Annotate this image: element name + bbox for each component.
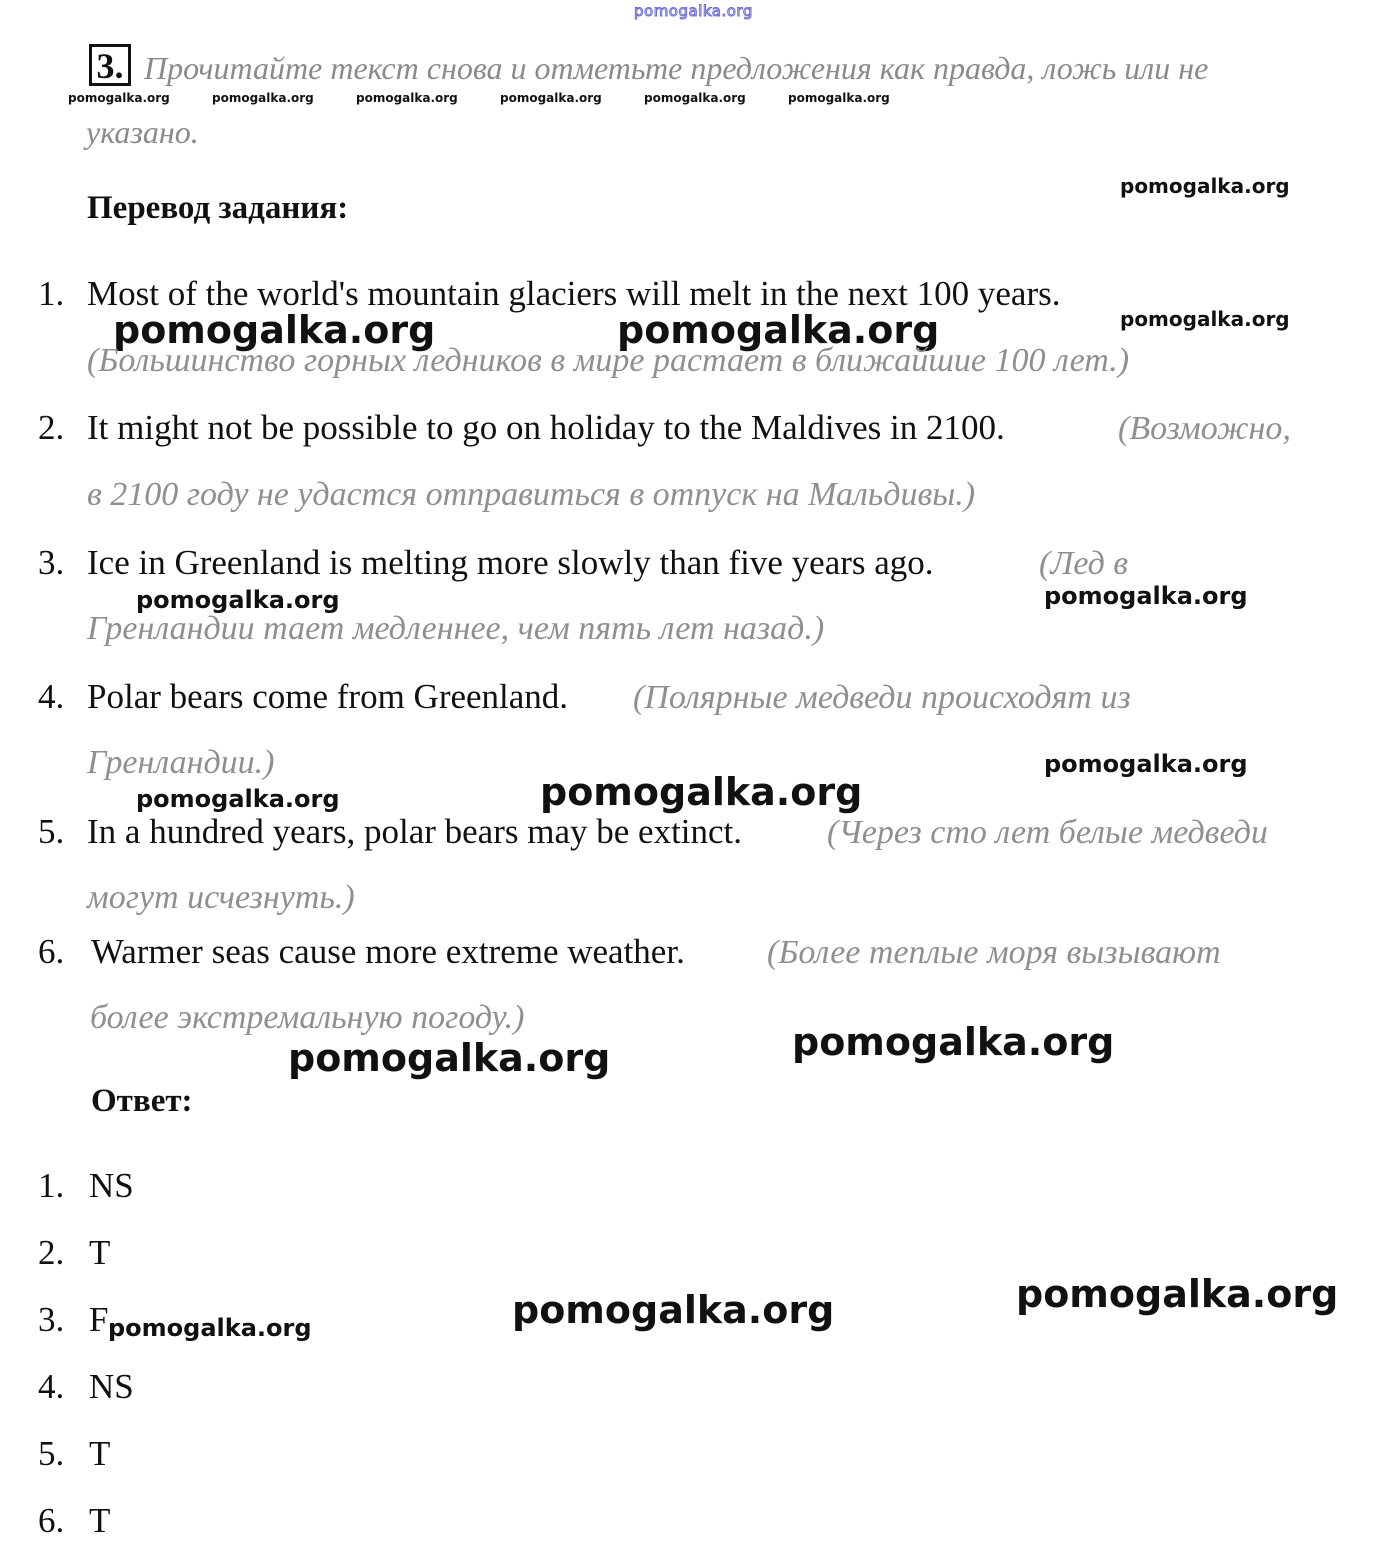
watermark-tiny-2: pomogalka.org [212,91,314,105]
watermark-tiny-1: pomogalka.org [68,91,170,105]
watermark-tiny-6: pomogalka.org [788,91,890,105]
statement-6-english: Warmer seas cause more extreme weather. [91,932,685,971]
statement-5-english: In a hundred years, polar bears may be extinct. [87,812,743,851]
statement-3-number: 3. [38,543,65,582]
answer-1-value: NS [89,1166,134,1205]
watermark-small-a: pomogalka.org [1120,174,1290,198]
answer-5-value: T [89,1434,111,1473]
task-instruction-line1: Прочитайте текст снова и отметьте предложения как правда, ложь или не [144,50,1209,86]
watermark-large-2: pomogalka.org [617,308,940,352]
statement-6-russian-part2: более экстремальную погоду.) [90,999,525,1036]
answer-3-value: F [89,1300,109,1339]
watermark-small-b: pomogalka.org [1120,307,1290,331]
watermark-large-4: pomogalka.org [792,1020,1115,1064]
answer-4-number: 4. [38,1367,65,1406]
statement-5-russian-part2: могут исчезнуть.) [87,879,355,916]
statement-2-russian-part2: в 2100 году не удастся отправиться в отпуск на Мальдивы.) [87,476,976,513]
statement-3-russian-part1: (Лед в [1039,545,1129,582]
statement-2-english: It might not be possible to go on holiday to the Maldives in 2100. [87,408,1005,447]
answer-2-number: 2. [38,1233,65,1272]
statement-3-russian-part2: Гренландии тает медленнее, чем пять лет назад.) [87,610,825,647]
watermark-large-5: pomogalka.org [288,1036,611,1080]
watermark-large-1: pomogalka.org [113,308,436,352]
watermark-tiny-4: pomogalka.org [500,91,602,105]
answer-4-value: NS [89,1367,134,1406]
statement-2-russian-part1: (Возможно, [1118,410,1291,447]
statement-1-russian: (Большинство горных ледников в мире растает в ближайшие 100 лет.) [87,342,1130,379]
answer-5-number: 5. [38,1434,65,1473]
statement-1-number: 1. [38,274,65,313]
statement-4-number: 4. [38,677,65,716]
statement-3-english: Ice in Greenland is melting more slowly than five years ago. [87,543,934,582]
statement-5-number: 5. [38,812,65,851]
answer-3-number: 3. [38,1300,65,1339]
task-number-box: 3. [89,44,131,86]
answer-6-value: T [89,1501,111,1540]
statement-1-english: Most of the world's mountain glaciers will melt in the next 100 years. [87,274,1061,313]
translation-heading: Перевод задания: [87,190,349,226]
statement-4-russian-part1: (Полярные медведи происходят из [633,679,1131,716]
watermark-medium-2: pomogalka.org [1044,582,1248,610]
watermark-tiny-5: pomogalka.org [644,91,746,105]
statement-6-russian-part1: (Более теплые моря вызывают [767,934,1221,971]
answer-6-number: 6. [38,1501,65,1540]
statement-6-number: 6. [38,932,65,971]
watermark-top: pomogalka.org [634,2,753,20]
watermark-large-6: pomogalka.org [1016,1272,1339,1316]
answer-heading: Ответ: [91,1083,193,1119]
statement-4-english: Polar bears come from Greenland. [87,677,569,716]
watermark-large-7: pomogalka.org [512,1288,835,1332]
task-instruction-line2: указано. [86,114,199,150]
watermark-medium-5: pomogalka.org [108,1314,312,1342]
watermark-medium-4: pomogalka.org [136,785,340,813]
watermark-medium-1: pomogalka.org [136,586,340,614]
statement-5-russian-part1: (Через сто лет белые медведи [827,814,1268,851]
watermark-large-3: pomogalka.org [540,770,863,814]
watermark-tiny-3: pomogalka.org [356,91,458,105]
statement-2-number: 2. [38,408,65,447]
watermark-medium-3: pomogalka.org [1044,750,1248,778]
answer-1-number: 1. [38,1166,65,1205]
answer-2-value: T [89,1233,111,1272]
statement-4-russian-part2: Гренландии.) [87,744,275,781]
